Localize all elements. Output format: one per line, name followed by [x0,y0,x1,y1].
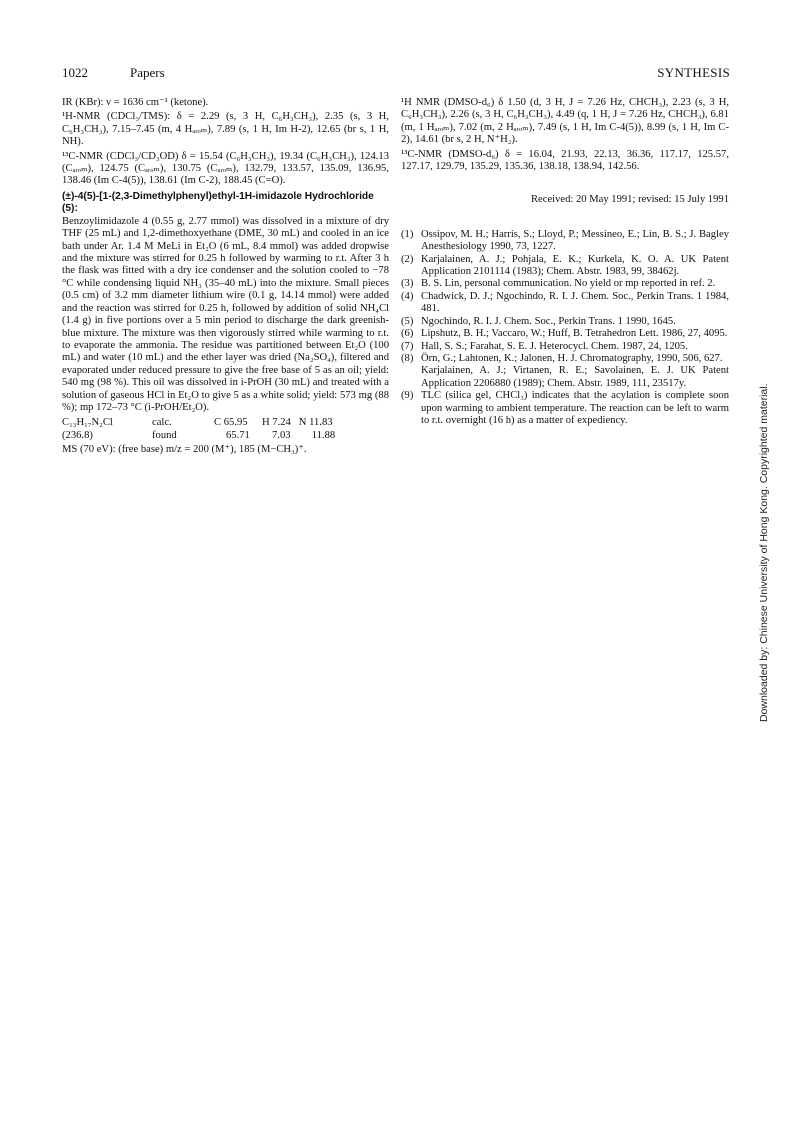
reference-text: Ngochindo, R. I. J. Chem. Soc., Perkin Trans. 1 1990, 1645. [421,315,676,327]
reference-text: Örn, G.; Lahtonen, K.; Jalonen, H. J. Chromatography, 1990, 506, 627. [421,352,723,364]
page-header [62,65,730,83]
reference-item [401,341,729,353]
analysis-calc-h: H 7.24 [262,417,291,429]
reference-number: (3) [401,278,414,290]
reference-number: (4) [401,290,414,302]
reference-number: (5) [401,315,414,327]
analysis-calc-n: N 11.83 [298,417,333,429]
ir-data: IR (KBr): ν = 1636 cm⁻¹ (ketone). [62,97,209,108]
reference-item [401,291,729,316]
reference-item [401,254,729,279]
reference-item [401,229,729,254]
reference-number: (2) [401,253,414,265]
reference-item [401,316,729,328]
analysis-mw: (236.8) [62,429,93,441]
analysis-formula: C₁₃H₁₇N₂Cl [62,417,113,429]
analysis-found-h-n [262,429,336,442]
reference-number: (6) [401,328,414,340]
reference-number: (1) [401,228,414,240]
analysis-found-c: 65.71 [226,429,250,441]
c-nmr-data: ¹³C-NMR (CDCl₃/CD₃OD) δ = 15.54 (C₆H₃CH₃), 19.34 (C₆H₃CH₃), 124.13 (Cₐᵣₒₘ), 124.75 (Cₐᵣₒₘ), 130.75 (Cₐᵣₒₘ), 132.79, 133.57, 135.09, 136.95, 138.46 (Im C-4(5)), 138.61 (Im C-2), 188.45 (C=O). [62,150,389,187]
reference-text: Chadwick, D. J.; Ngochindo, R. I. J. Chem. Soc., Perkin Trans. 1 1984, 481. [421,290,729,315]
analysis-found-n: 11.88 [311,429,336,441]
reference-number: (7) [401,340,414,352]
journal-name: SYNTHESIS [657,65,730,80]
compound-heading: (±)-4(5)-[1-(2,3-Dimethylphenyl)ethyl-1H-imidazole Hydrochloride (5): [62,190,374,214]
reference-number: (9) [401,390,414,402]
h-nmr-data: ¹H-NMR (CDCl₃/TMS): δ = 2.29 (s, 3 H, C₆H₃CH₃), 2.35 (s, 3 H, C₆H₃CH₃), 7.15–7.45 (m, 4 Hₐᵣₒₘ), 7.89 (s, 1 H, Im H-2), 12.65 (br s, 1 H, NH). [62,111,389,148]
right-column [401,97,729,427]
reference-number: (8) [401,352,414,364]
reference-continuation: Karjalainen, A. J.; Virtanen, R. E.; Savolainen, E. J. UK Patent Application 2206880 (1989); Chem. Abstr. 1989, 111, 23517y. [421,365,729,389]
reference-text: Ossipov, M. H.; Harris, S.; Lloyd, P.; Messineo, E.; Lin, B. S.; J. Bagley Anesthesiology 1990, 73, 1227. [421,228,729,253]
references-list [401,229,729,428]
procedure-text: Benzoylimidazole 4 (0.55 g, 2.77 mmol) was dissolved in a mixture of dry THF (25 mL) and 1,2-dimethoxyethane (DME, 30 mL) and cooled in an ice bath under Ar. 1.4 M MeLi in Et₂O (6 mL, 8.4 mmol) was added dropwise and the mixture was stirred for 0.25 h followed by warming to r.t. After 3 h the flask was fitted with a dry ice condenser and the solution cooled to −78 °C while condensing liquid NH₃ (35–40 mL) into the mixture. Small pieces (0.5 cm) of 3.2 mm diameter lithium wire (0.1 g, 14.14 mmol) were added and the reaction was stirred for 0.25 h, followed by addition of solid NH₄Cl (1.4 g) in five portions over a 5 min period to discharge the dark greenish-blue mixture. The mixture was then vigorously stirred while warming to r.t. to evaporate the ammonia. The residue was partitioned between Et₂O (100 mL) and water (10 mL) and the ether layer was dried (Na₂SO₄), filtered and evaporated under reduced pressure to give the free base of 5 as an oil; yield: 540 mg (98 %). This oil was dissolved in i-PrOH (30 mL) and treated with a solution of gaseous HCl in Et₂O to give 5 as a white solid; yield: 573 mg (88 %); mp 172–73 °C (i-PrOH/Et₂O). [62,215,389,413]
reference-item [401,328,729,340]
left-column [62,97,389,459]
c-nmr-dmso-data: ¹³C-NMR (DMSO-d₆) δ = 16.04, 21.93, 22.13, 36.36, 117.17, 125.57, 127.17, 129.79, 135.29, 135.36, 138.18, 138.94, 142.56. [401,148,729,173]
reference-text: Hall, S. S.; Farahat, S. E. J. Heterocycl. Chem. 1987, 24, 1205. [421,340,688,352]
analysis-found-h: 7.03 [272,429,291,441]
reference-text: Karjalainen, A. J.; Pohjala, E. K.; Kurkela, K. O. A. UK Patent Application 2101114 (1983); Chem. Abstr. 1983, 99, 38462j. [421,253,729,278]
h-nmr-dmso-data: ¹H NMR (DMSO-d₆) δ 1.50 (d, 3 H, J = 7.26 Hz, CHCH₃), 2.23 (s, 3 H, C₆H₃CH₃), 2.26 (s, 3 H, C₆H₃CH₃), 4.49 (q, 1 H, J = 7.26 Hz, CHCH₃), 6.81 (m, 1 Hₐᵣₒₘ), 7.02 (m, 2 Hₐᵣₒₘ), 7.49 (s, 1 H, Im C-4(5)), 8.99 (s, 1 H, Im C-2), 14.61 (br s, 2 H, N⁺H₂). [401,97,729,146]
elemental-analysis [62,417,389,442]
analysis-found-label: found [152,429,177,441]
reference-text: Lipshutz, B. H.; Vaccaro, W.; Huff, B. Tetrahedron Lett. 1986, 27, 4095. [421,328,728,340]
reference-item [401,353,729,365]
analysis-calc-label: calc. [152,417,172,429]
reference-item [401,390,729,427]
download-watermark: Downloaded by: Chinese University of Hong Kong. Copyrighted material. [758,383,770,722]
page-number: 1022 [62,65,88,80]
reference-text: B. S. Lin, personal communication. No yield or mp reported in ref. 2. [421,278,716,290]
received-date: Received: 20 May 1991; revised: 15 July 1991 [530,194,729,206]
section-name: Papers [130,65,165,80]
reference-item [401,278,729,290]
analysis-calc-h-n [262,417,333,429]
ms-data: MS (70 eV): (free base) m/z = 200 (M⁺), 185 (M−CH₃)⁺. [62,444,307,456]
analysis-calc-c: C 65.95 [214,417,248,429]
reference-text: TLC (silica gel, CHCl₃) indicates that the acylation is complete soon upon warming to ambient temperature. The reaction can be left to warm to r.t. overnight (16 h) as a matter of expediency. [421,390,729,426]
